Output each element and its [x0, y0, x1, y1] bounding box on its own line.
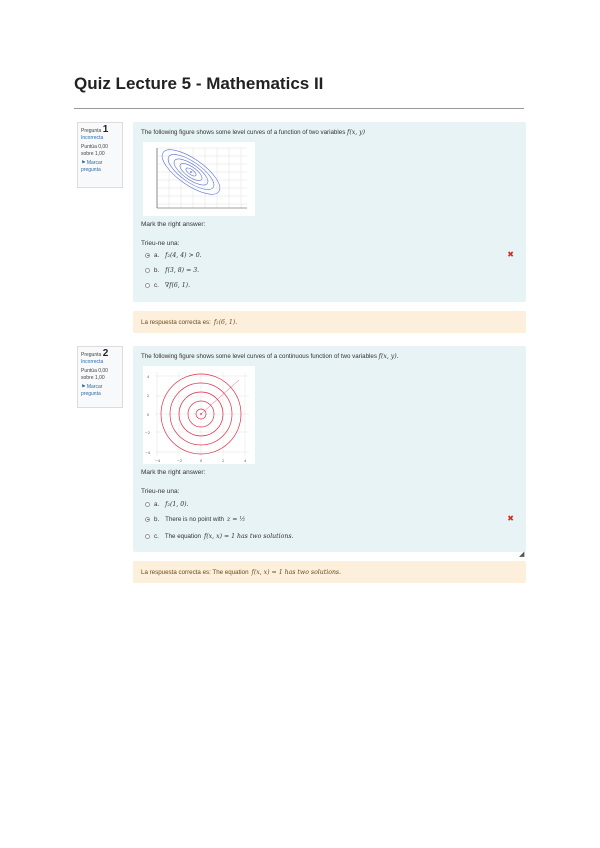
question-state: Incorrecta: [81, 135, 104, 141]
radio-button[interactable]: [145, 534, 150, 539]
mark-prompt: Mark the right answer:: [141, 221, 206, 228]
svg-text:−2: −2: [177, 459, 183, 463]
radio-button[interactable]: [145, 268, 150, 273]
svg-text:−4: −4: [155, 459, 161, 463]
radio-button[interactable]: [145, 283, 150, 288]
question-score: Puntúa 0,00 sobre 1,00: [81, 368, 108, 381]
resize-handle-icon[interactable]: ◢: [519, 551, 525, 558]
svg-text:−4: −4: [145, 451, 151, 455]
correct-answer-feedback-2: La respuesta correcta es: The equation f(x, x) = 1 has two solutions.: [133, 561, 526, 583]
mark-prompt: Mark the right answer:: [141, 469, 206, 476]
answer-option-b[interactable]: b. There is no point with z = ½: [145, 514, 245, 524]
level-curves-plot-1: [143, 142, 255, 216]
question-info-1: [77, 122, 123, 188]
correct-answer-feedback-1: La respuesta correcta es: f₂(6, 1).: [133, 311, 526, 333]
page-title: Quiz Lecture 5 - Mathematics II: [74, 74, 324, 93]
title-divider: [74, 108, 524, 109]
flag-icon: ⚑: [81, 384, 86, 390]
question-box-1: [133, 122, 526, 302]
svg-text:−2: −2: [145, 431, 151, 435]
answer-option-a[interactable]: a. f₂(1, 0).: [145, 499, 189, 509]
answer-option-b[interactable]: b. f(3, 8) = 3.: [145, 265, 199, 275]
radio-button[interactable]: [145, 502, 150, 507]
question-text: The following figure shows some level curves of a function of two variables f(x, y): [141, 129, 366, 136]
svg-text:4: 4: [244, 459, 247, 463]
question-number-label: Pregunta 2: [81, 348, 109, 359]
svg-text:2: 2: [222, 459, 225, 463]
svg-text:4: 4: [147, 375, 150, 379]
radio-button[interactable]: [145, 253, 150, 258]
flag-question-link[interactable]: ⚑ Marcar pregunta: [81, 384, 103, 397]
answer-option-a[interactable]: a. f₂(4, 4) > 0.: [145, 250, 202, 260]
incorrect-icon: ✖: [507, 250, 514, 259]
answer-option-c[interactable]: c. The equation f(x, x) = 1 has two solutions.: [145, 531, 293, 541]
question-box-2: [133, 346, 526, 552]
flag-icon: ⚑: [81, 160, 86, 166]
question-info-2: [77, 346, 123, 408]
answer-label: Trieu-ne una:: [141, 240, 180, 247]
radio-button[interactable]: [145, 517, 150, 522]
svg-text:0: 0: [200, 459, 203, 463]
question-score: Puntúa 0,00 sobre 1,00: [81, 144, 108, 157]
question-text: The following figure shows some level curves of a continuous function of two variables f(x, y).: [141, 353, 399, 360]
svg-text:0: 0: [147, 413, 150, 417]
question-state: Incorrecta: [81, 359, 104, 365]
incorrect-icon: ✖: [507, 514, 514, 523]
question-number-label: Pregunta 1: [81, 124, 109, 135]
svg-text:2: 2: [147, 394, 150, 398]
answer-option-c[interactable]: c. ∇f(6, 1).: [145, 280, 190, 290]
level-curves-plot-2: [143, 366, 255, 464]
answer-label: Trieu-ne una:: [141, 488, 180, 495]
flag-question-link[interactable]: ⚑ Marcar pregunta: [81, 160, 103, 173]
